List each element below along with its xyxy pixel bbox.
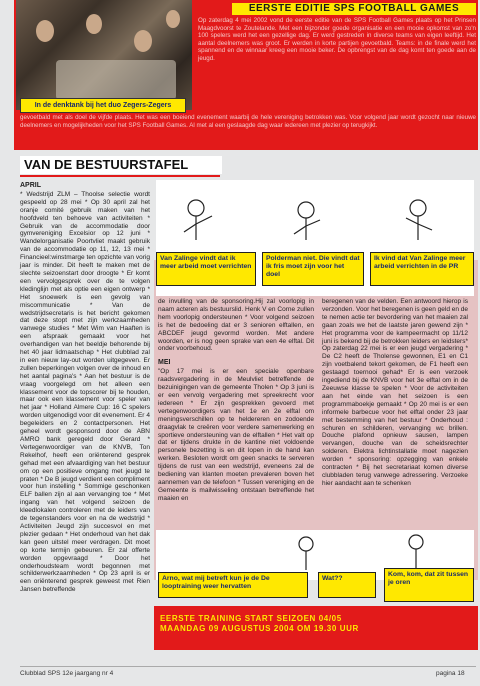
speech-bubble-1: Van Zalinge vindt dat ik meer arbeid moet verrichten xyxy=(156,252,256,286)
speech-bubble-4: Arno, wat mij betreft kun je de De looptraining weer hervatten xyxy=(158,572,308,598)
speech-bubble-5: Wat?? xyxy=(318,572,376,598)
heading-underline xyxy=(20,175,220,177)
speech-bubble-6: Kom, kom, dat zit tussen je oren xyxy=(384,568,474,602)
photo-caption: In de denktank bij het duo Zegers-Zegers xyxy=(20,98,186,113)
article-title: EERSTE EDITIE SPS FOOTBALL GAMES xyxy=(232,3,476,15)
month-heading-april: APRIL xyxy=(20,182,41,189)
speech-bubble-2: Polderman niet. Die vindt dat ik fris moet zijn voor het doel xyxy=(262,252,364,286)
page-number: pagina 18 xyxy=(436,670,465,677)
column-3-text: beregenen van de velden. Een antwoord hierop is verzonden. Voor het beregenen is geen geld en de te nemen actie ter bevordering van het maaien zal gaan zoals we het de laatste jaren gewend zijn * Het programma voor de kampeermacht op 11/12 juni is bekend bij de betrokken leiders en leidsters* Op zaterdag 22 mei is er een jeugd vergadering * De C2 heeft de Tholense gewonnen, E1 en C1 zijn voetbalend tekort gekomen, de F1 heeft een gestaagd toernooi gehad* Er is een verzoek ingediend bij de KNVB voor het 3e elftal om in de Zeeuwse klasse te spelen * Voor de activiteiten aan het einde van het seizoen is een programmaboekje gemaakt * Op 20 mei is er een informele barbecue voor het elftal onder 23 jaar met bestemming van het bestuur * Onderhoud : schuren en schilderen, vervanging wc brillen. Douche plafond opnieuw sausen, lampen vervangen, douche van de scheidsrechter solderen. Elektra lichtinstallatie moet nagezien worden * sponsoring: opzegging van enkele contracten * Bij het secretariaat komen diverse clubbladen terug vanwege adressering. Verzoeke hier aandacht aan te schenken xyxy=(322,298,469,487)
section-heading: VAN DE BESTUURSTAFEL xyxy=(20,156,222,174)
announcement-line-2: MAANDAG 09 AUGUSTUS 2004 OM 19.30 UUR xyxy=(160,624,359,633)
column-3 xyxy=(322,298,468,488)
column-2 xyxy=(158,298,314,503)
column-1-text: * Wedstrijd ZLM – Thoolse selectie wordt gespeeld op 28 mei * Op 30 april zal het oranje comité gebruik maken van het hoofdveld ten behoeve van activiteiten * Gebruik van de accommodatie door gymvereniging Excelsior op 12 juni * Wandelorganisatie Poortvliet maakt gebruik van de accommodatie op 11, 12, 13 mei * Financieel:winstmarge ten opzichte van vorig jaar is minder. Dit heeft te maken met de slechte seizoenstart door droogte * Er komt een vervolggesprek over de te volgen kledinglijn met als optie een eigen ontwerp * Het snoewerk is een gevolg van miscommunicatie * Van de wedstrijdsecretaris is het bericht gekomen dat deze stopt met zijn werkzaamheden vanwege studies * Met Wim van Haaften is een afspraak gemaakt voor het overhandigen van het beeldje behorende bij het 40 jaar lidmaatschap * Het clubblad zal in een nieuw lay-out worden uitgegeven. Er zullen beperkingen volgen over de inhoud en het aantal pagina's * Aan het bestuur is de vraag voorgelegd om het alleen een klassement voor de topscorer bij te houden, maar ook een klassement voor speler van het jaar * Holland Almere Cup: 16 C spelers worden uitgenodigd voor dit evenement. Er 4 begeleiders en 2 contactpersonen. Het geheel wordt gesponsord door de ABN AMRO bank geregeld door Gerard * Vertegenwoordiger van de KNVB, Ton Rekelhof, heeft een oriënterend gesprek gehad met een afvaardiging van het bestuur om op een positieve omgang met jeugd te praten * De B jeugd verdient een compliment voor hun instelling * Sommige geschonken ELF ballen zijn al aan vervanging toe * Met ingang van het volgend seizoen de kleedlokalen controleren met de leiders van de tegenstanders voor en na de wedstrijd * Activiteiten Jeugd zijn succesvol en met plezier gedaan * Het onderhoud van het dak kan geen uitstel meer verdragen. Dit moet op korte termijn gebeuren. Er zal offerte worden opgevraagd * Door het onderhoudsteam wordt begonnen met schilderwerkzaamheden * Op 23 april is er een oriënterend gesprek geweest met Rien Jansen betreffende xyxy=(20,190,150,594)
footer-divider xyxy=(20,666,476,667)
photo xyxy=(16,0,192,110)
announcement-text xyxy=(160,614,472,634)
footer-publication: Clubblad SPS 12e jaargang nr 4 xyxy=(20,670,114,677)
article-text: Op zaterdag 4 mei 2002 vond de eerste editie van de SPS Football Games plaats op het Prinsen Maagdvoorst te Zoutelande. Met een bijzonder goede organisatie en een mooie opkomst van zo'n 100 spelers werd het een gezellige dag. Er werd gestreden in diverse teams van eigen leeftijd. Het aantal deelnemers was groot. Er werden in korte partijen gevoetbald. Teams: in de finale werd het spannend en de winnaar kreeg een mooie beker. De opbrengst van de dag komt ten goede aan de jeugd. xyxy=(198,17,476,62)
article-text-continued: gevoetbald met als doel de vijfde plaats. Het was een boeiend evenement waarbij de hele vereniging betrokken was. Voor volgend jaar wordt gezocht naar nieuwe deelnemers en mogelijkheden voor het SPS Football Games. Al met al een geslaagde dag waar iedereen met plezier op terugkijkt. xyxy=(20,114,476,129)
speech-bubble-3: Ik vind dat Van Zalinge meer arbeid verrichten in de PR xyxy=(370,252,474,286)
column-2-text-b: "Op 17 mei is er een speciale openbare raadsvergadering in de Meulvliet betreffende de bezuinigingen van de gemeente Tholen * Op 3 juni is er een vervolg vergadering met spreekrecht voor iedereen * Er zijn gesprekken gevoerd met vertegenwoordigers van het 1e en 2e elftal om meningsverschillen op te heldereren en zodoende draagvlak te creëren voor verdere samenwerking en sportieve ondersteuning van de elftallen * Het valt op dat er tijdens drukte in de kantine niet voldoende personele bezetting is en dit lopen in de hand kan werken. Besloten wordt om geen snacks te serveren tijdens de rust van een wedstrijd, eveneens zal de bediening van klanten moeten prevaleren boven het aannemen van de telefoon * Tussen vereniging en de Gemeente is mailwisseling ontstaan betreffende het maaien en xyxy=(158,368,314,502)
announcement-line-1: EERSTE TRAINING START SEIZOEN 04/05 xyxy=(160,614,342,623)
column-2-text-a: de invulling van de sponsoring.Hij zal voorlopig in naam acteren als bestuurslid. Henk V en Corne zullen hem voorlopig ondersteunen * Voor volgend seizoen is het de bedoeling dat er 3 senioren elftallen, en ABCDEF jeugd gevormd worden. Met andere woorden, er is nog geen sprake van een 4e elftal. Dit onder voorbehoud. xyxy=(158,298,314,353)
month-heading-mei: MEI xyxy=(158,359,171,367)
column-1 xyxy=(20,180,150,594)
